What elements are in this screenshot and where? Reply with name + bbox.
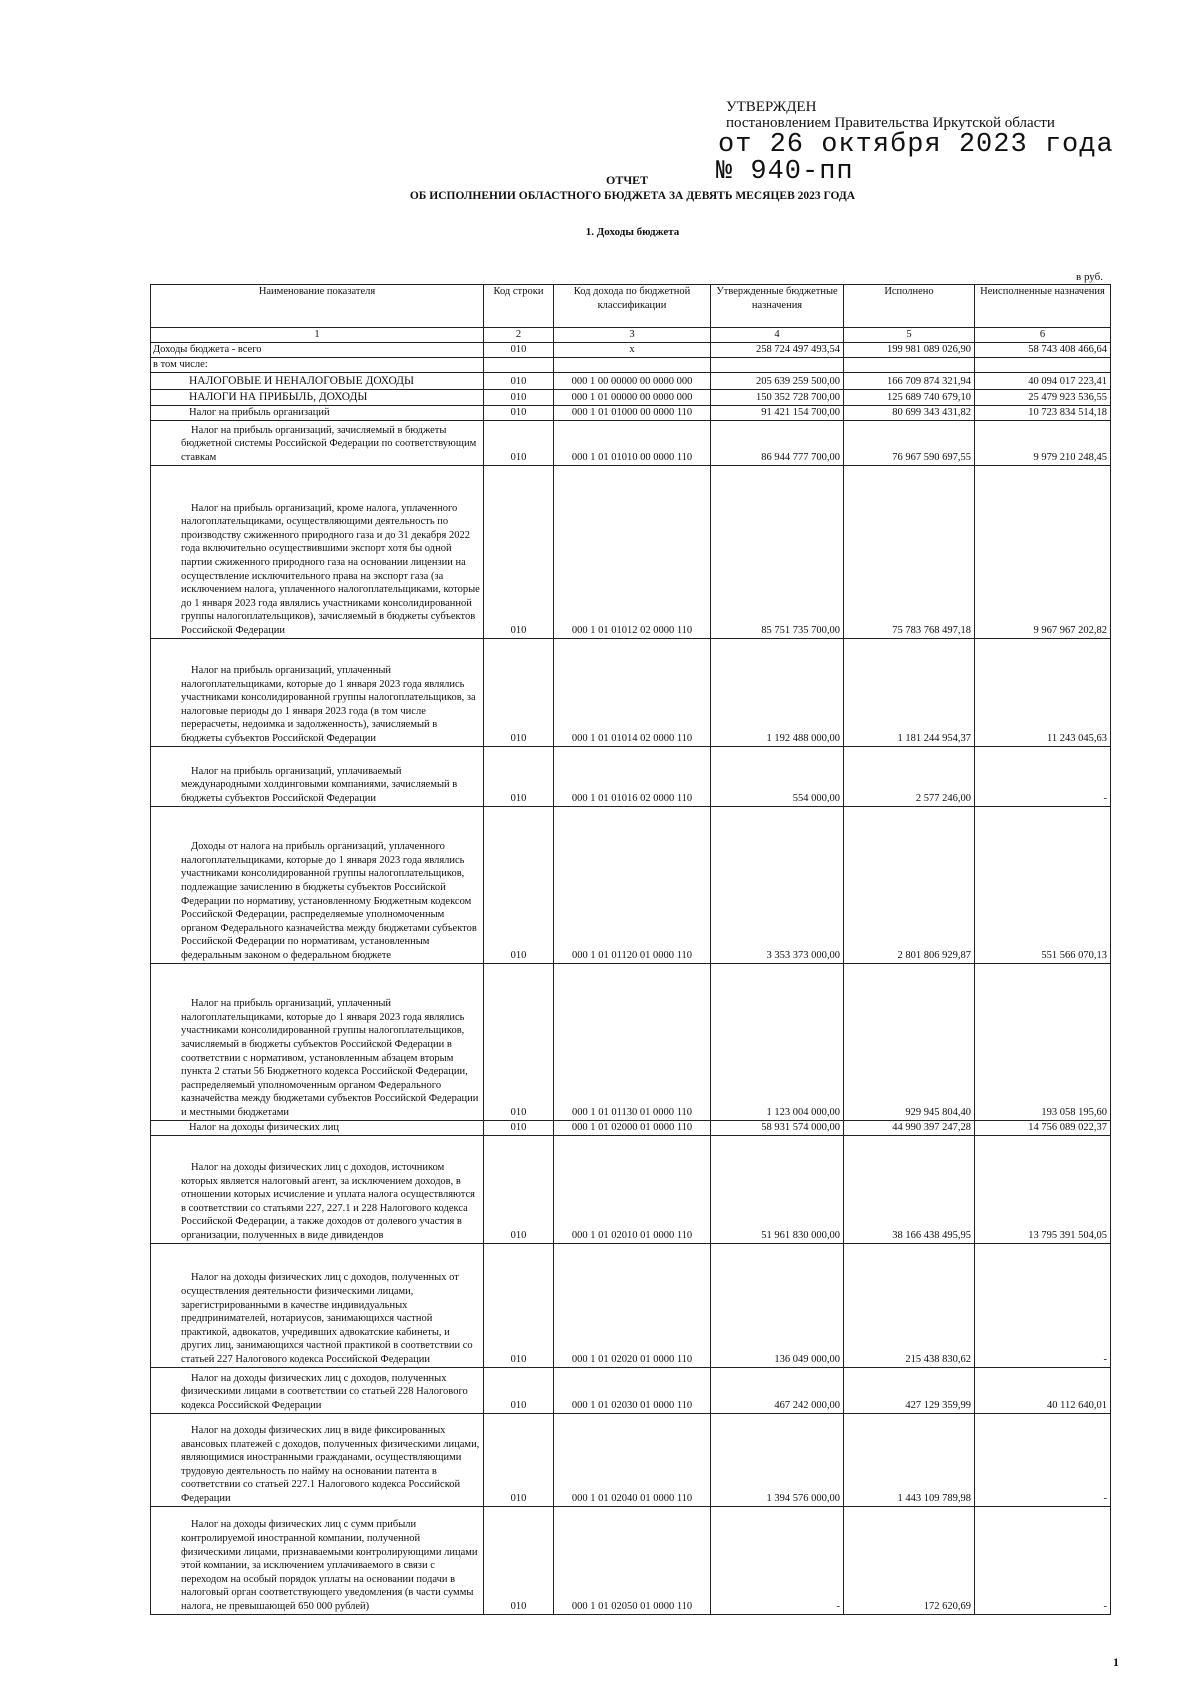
row-name: Налог на прибыль организаций, зачисляемый в бюджеты бюджетной системы Российской Федерации по соответствующим ставкам — [151, 420, 484, 465]
row-approved — [711, 358, 844, 373]
row-executed: 80 699 343 431,82 — [844, 405, 975, 420]
row-unexecuted — [975, 358, 1111, 373]
row-approved: 3 353 373 000,00 — [711, 806, 844, 963]
row-executed: 38 166 438 495,95 — [844, 1135, 975, 1243]
row-kbk: 000 1 01 02040 01 0000 110 — [554, 1413, 711, 1506]
row-approved: 467 242 000,00 — [711, 1367, 844, 1413]
row-code: 010 — [484, 1506, 554, 1614]
approval-block — [716, 99, 1114, 187]
row-name: Налог на доходы физических лиц с доходов, источником которых является налоговый агент, за исключением доходов, в отношении которых исчисление и уплата налога осуществляются в соответствии со статьями 227, 227.1 и 228 Налогового кодекса Российской Федерации, а также доходов от долевого участия в организации, полученных в виде дивидендов — [151, 1135, 484, 1243]
column-number: 4 — [711, 328, 844, 343]
table-row — [151, 1135, 1111, 1243]
row-executed: 1 443 109 789,98 — [844, 1413, 975, 1506]
column-number: 5 — [844, 328, 975, 343]
row-name: Налог на прибыль организаций, уплаченный налогоплательщиками, которые до 1 января 2023 года являлись участниками консолидированной группы налогоплательщиков, за налоговые периоды до 1 января 2023 года (в том числе перерасчеты, недоимка и задолженность), зачисляемый в бюджеты субъектов Российской Федерации — [151, 638, 484, 746]
row-executed: 2 801 806 929,87 — [844, 806, 975, 963]
row-approved: 51 961 830 000,00 — [711, 1135, 844, 1243]
approval-title: УТВЕРЖДЕН — [726, 99, 817, 115]
row-approved: 58 931 574 000,00 — [711, 1120, 844, 1135]
row-unexecuted: 58 743 408 466,64 — [975, 343, 1111, 358]
row-kbk: 000 1 00 00000 00 0000 000 — [554, 372, 711, 389]
section-title: 1. Доходы бюджета — [585, 226, 680, 238]
row-executed: 44 990 397 247,28 — [844, 1120, 975, 1135]
row-kbk: 000 1 01 00000 00 0000 000 — [554, 389, 711, 405]
row-executed: 76 967 590 697,55 — [844, 420, 975, 465]
header-name: Наименование показателя — [151, 285, 484, 328]
row-code: 010 — [484, 465, 554, 638]
row-approved: 150 352 728 700,00 — [711, 389, 844, 405]
row-code: 010 — [484, 963, 554, 1120]
row-kbk: 000 1 01 02030 01 0000 110 — [554, 1367, 711, 1413]
row-kbk: 000 1 01 02050 01 0000 110 — [554, 1506, 711, 1614]
row-executed: 166 709 874 321,94 — [844, 372, 975, 389]
row-unexecuted: 40 094 017 223,41 — [975, 372, 1111, 389]
row-approved: 205 639 259 500,00 — [711, 372, 844, 389]
table-row — [151, 389, 1111, 405]
column-number: 6 — [975, 328, 1111, 343]
table-row — [151, 372, 1111, 389]
table-row — [151, 420, 1111, 465]
row-code: 010 — [484, 746, 554, 806]
approval-date: от 26 октября 2023 года — [718, 130, 1114, 160]
row-unexecuted: 10 723 834 514,18 — [975, 405, 1111, 420]
row-code — [484, 358, 554, 373]
table-row — [151, 358, 1111, 373]
row-name: НАЛОГОВЫЕ И НЕНАЛОГОВЫЕ ДОХОДЫ — [151, 372, 484, 389]
row-kbk: 000 1 01 01010 00 0000 110 — [554, 420, 711, 465]
row-approved: 91 421 154 700,00 — [711, 405, 844, 420]
table-row — [151, 1506, 1111, 1614]
row-kbk: 000 1 01 02020 01 0000 110 — [554, 1243, 711, 1367]
report-word: ОТЧЕТ — [606, 173, 649, 187]
row-unexecuted: - — [975, 1413, 1111, 1506]
row-unexecuted: 11 243 045,63 — [975, 638, 1111, 746]
row-name: Налог на прибыль организаций, уплаченный налогоплательщиками, которые до 1 января 2023 года являлись участниками консолидированной группы налогоплательщиков, зачисляемый в бюджеты субъектов Российской Федерации в соответствии с нормативом, установленным абзацем вторым пункта 2 статьи 56 Бюджетного кодекса Российской Федерации, распределяемый уполномоченным органом Федерального казначейства между бюджетами субъектов Российской Федерации и местными бюджетами — [151, 963, 484, 1120]
row-executed: 929 945 804,40 — [844, 963, 975, 1120]
row-name: НАЛОГИ НА ПРИБЫЛЬ, ДОХОДЫ — [151, 389, 484, 405]
row-approved: 1 192 488 000,00 — [711, 638, 844, 746]
row-unexecuted: 9 979 210 248,45 — [975, 420, 1111, 465]
row-kbk: 000 1 01 02000 01 0000 110 — [554, 1120, 711, 1135]
header-executed: Исполнено — [844, 285, 975, 328]
row-unexecuted: - — [975, 1243, 1111, 1367]
row-name: в том числе: — [151, 358, 484, 373]
row-code: 010 — [484, 1367, 554, 1413]
report-title: ОБ ИСПОЛНЕНИИ ОБЛАСТНОГО БЮДЖЕТА ЗА ДЕВЯТЬ МЕСЯЦЕВ 2023 ГОДА — [409, 190, 856, 202]
row-approved: 1 123 004 000,00 — [711, 963, 844, 1120]
row-unexecuted: 40 112 640,01 — [975, 1367, 1111, 1413]
table-row — [151, 1413, 1111, 1506]
row-approved: - — [711, 1506, 844, 1614]
row-executed: 2 577 246,00 — [844, 746, 975, 806]
table-header-row — [151, 285, 1111, 328]
row-name: Налог на доходы физических лиц с сумм прибыли контролируемой иностранной компании, полученной физическими лицами, признаваемыми контролирующими лицами этой компании, за исключением уплачиваемого в связи с переходом на особый порядок уплаты на основании подачи в налоговый орган соответствующего уведомления (в части суммы налога, не превышающей 650 000 рублей) — [151, 1506, 484, 1614]
row-executed: 199 981 089 026,90 — [844, 343, 975, 358]
row-kbk: 000 1 01 01130 01 0000 110 — [554, 963, 711, 1120]
row-name: Налог на доходы физических лиц — [151, 1120, 484, 1135]
row-approved: 86 944 777 700,00 — [711, 420, 844, 465]
row-code: 010 — [484, 1135, 554, 1243]
row-code: 010 — [484, 343, 554, 358]
row-approved: 85 751 735 700,00 — [711, 465, 844, 638]
row-unexecuted: - — [975, 746, 1111, 806]
table-row — [151, 1243, 1111, 1367]
row-kbk — [554, 358, 711, 373]
row-name: Доходы от налога на прибыль организаций, уплаченного налогоплательщиками, которые до 1 января 2023 года являлись участниками консолидированной группы налогоплательщиков, подлежащие зачислению в бюджеты субъектов Российской Федерации по нормативу, установленному Бюджетным кодексом Российской Федерации, распределяемые уполномоченным органом Федерального казначейства между бюджетами субъектов Российской Федерации по нормативам, установленным федеральным законом о федеральном бюджете — [151, 806, 484, 963]
row-code: 010 — [484, 405, 554, 420]
row-code: 010 — [484, 1120, 554, 1135]
approval-number: № 940-пп — [716, 157, 854, 187]
row-kbk: 000 1 01 01016 02 0000 110 — [554, 746, 711, 806]
row-unexecuted: - — [975, 1506, 1111, 1614]
table-row — [151, 1120, 1111, 1135]
column-number: 1 — [151, 328, 484, 343]
approval-decree: постановлением Правительства Иркутской области — [726, 115, 1055, 131]
row-approved: 1 394 576 000,00 — [711, 1413, 844, 1506]
row-executed: 1 181 244 954,37 — [844, 638, 975, 746]
row-name: Доходы бюджета - всего — [151, 343, 484, 358]
row-kbk: 000 1 01 01012 02 0000 110 — [554, 465, 711, 638]
page-number: 1 — [1113, 1655, 1119, 1669]
row-executed: 427 129 359,99 — [844, 1367, 975, 1413]
row-approved: 136 049 000,00 — [711, 1243, 844, 1367]
row-name: Налог на доходы физических лиц в виде фиксированных авансовых платежей с доходов, полученных физическими лицами, являющимися иностранными гражданами, осуществляющими трудовую деятельность по найму на основании патента в соответствии со статьей 227.1 Налогового кодекса Российской Федерации — [151, 1413, 484, 1506]
row-approved: 554 000,00 — [711, 746, 844, 806]
row-unexecuted: 9 967 967 202,82 — [975, 465, 1111, 638]
row-unexecuted: 193 058 195,60 — [975, 963, 1111, 1120]
row-executed: 125 689 740 679,10 — [844, 389, 975, 405]
table-row — [151, 746, 1111, 806]
row-unexecuted: 14 756 089 022,37 — [975, 1120, 1111, 1135]
row-kbk: 000 1 01 01120 01 0000 110 — [554, 806, 711, 963]
row-executed: 215 438 830,62 — [844, 1243, 975, 1367]
row-unexecuted: 25 479 923 536,55 — [975, 389, 1111, 405]
table-column-numbers — [151, 328, 1111, 343]
table-row — [151, 1367, 1111, 1413]
table-row — [151, 806, 1111, 963]
row-executed — [844, 358, 975, 373]
row-code: 010 — [484, 372, 554, 389]
table-row — [151, 963, 1111, 1120]
units-label: в руб. — [1076, 271, 1104, 283]
table-row — [151, 405, 1111, 420]
income-table — [150, 284, 1111, 1615]
table-row — [151, 343, 1111, 358]
row-kbk: 000 1 01 01000 00 0000 110 — [554, 405, 711, 420]
row-kbk: 000 1 01 02010 01 0000 110 — [554, 1135, 711, 1243]
header-income-code: Код дохода по бюджетной классификации — [554, 285, 711, 328]
row-code: 010 — [484, 638, 554, 746]
row-executed: 172 620,69 — [844, 1506, 975, 1614]
row-name: Налог на прибыль организаций — [151, 405, 484, 420]
row-name: Налог на прибыль организаций, уплачиваемый международными холдинговыми компаниями, зачисляемый в бюджеты субъектов Российской Федерации — [151, 746, 484, 806]
column-number: 2 — [484, 328, 554, 343]
row-code: 010 — [484, 420, 554, 465]
header-unexecuted: Неисполненные назначения — [975, 285, 1111, 328]
column-number: 3 — [554, 328, 711, 343]
row-unexecuted: 13 795 391 504,05 — [975, 1135, 1111, 1243]
table-row — [151, 465, 1111, 638]
row-kbk: 000 1 01 01014 02 0000 110 — [554, 638, 711, 746]
row-kbk: x — [554, 343, 711, 358]
row-executed: 75 783 768 497,18 — [844, 465, 975, 638]
row-code: 010 — [484, 1243, 554, 1367]
header-approved: Утвержденные бюджетные назначения — [711, 285, 844, 328]
header-line-code: Код строки — [484, 285, 554, 328]
row-code: 010 — [484, 389, 554, 405]
row-name: Налог на доходы физических лиц с доходов, полученных от осуществления деятельности физическими лицами, зарегистрированными в качестве индивидуальных предпринимателей, нотариусов, занимающихся частной практикой, адвокатов, учредивших адвокатские кабинеты, и других лиц, занимающихся частной практикой в соответствии со статьей 227 Налогового кодекса Российской Федерации — [151, 1243, 484, 1367]
row-unexecuted: 551 566 070,13 — [975, 806, 1111, 963]
row-approved: 258 724 497 493,54 — [711, 343, 844, 358]
table-row — [151, 638, 1111, 746]
row-name: Налог на прибыль организаций, кроме налога, уплаченного налогоплательщиками, осуществляющими деятельность по производству сжиженного природного газа и до 31 декабря 2022 года включительно осуществившими экспорт хотя бы одной партии сжиженного природного газа на основании лицензии на осуществление исключительного права на экспорт газа (за исключением налога, уплаченного налогоплательщиками, которые до 1 января 2023 года являлись участниками консолидированной группы налогоплательщиков), зачисляемый в бюджеты субъектов Российской Федерации — [151, 465, 484, 638]
row-name: Налог на доходы физических лиц с доходов, полученных физическими лицами в соответствии со статьей 228 Налогового кодекса Российской Федерации — [151, 1367, 484, 1413]
row-code: 010 — [484, 1413, 554, 1506]
row-code: 010 — [484, 806, 554, 963]
